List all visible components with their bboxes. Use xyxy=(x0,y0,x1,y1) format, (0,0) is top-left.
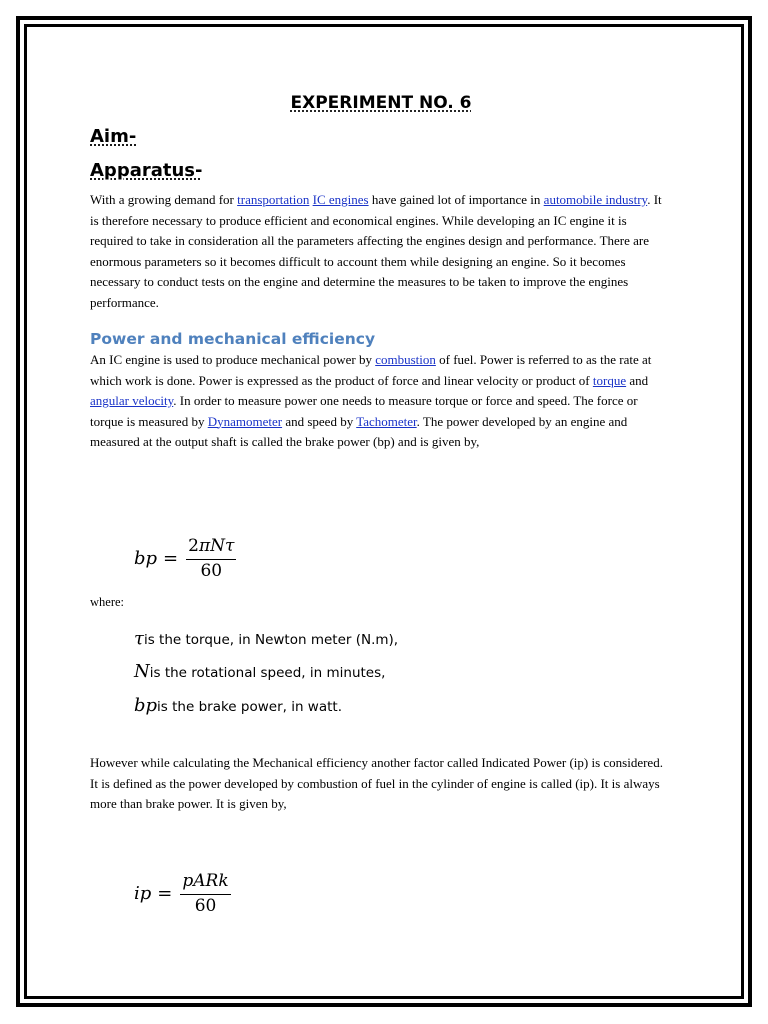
formula-bp-fraction xyxy=(186,535,236,582)
link-dynamometer[interactable]: Dynamometer xyxy=(207,413,283,429)
link-combustion[interactable]: combustion xyxy=(375,352,436,367)
intro-paragraph: With a growing demand for transportation IC engines have gained lot of importance in automobile industry. It is therefore necessary to produce efficient and economical engines. While developing an IC engine it is required to take in consideration all the parameters affecting the engines design and performance. There are enormous parameters so it becomes difficult to account them while designing an engine. So it becomes necessary to conduct tests on the engine and determine the measures to be taken to improve the engines performance. xyxy=(90,192,662,310)
link-torque[interactable]: torque xyxy=(592,372,627,388)
link-tachometer[interactable]: Tachometer xyxy=(356,413,417,429)
formula-ip-lhs: ip xyxy=(134,883,152,904)
link-angular-velocity[interactable]: angular velocity xyxy=(90,393,174,408)
formula-brake-power xyxy=(134,535,236,582)
definition-speed-text: is the rotational speed, in minutes, xyxy=(149,665,386,681)
apparatus-heading: Apparatus- xyxy=(90,160,203,181)
formula-bp-equals: = xyxy=(163,548,179,569)
definition-brake-power xyxy=(134,695,342,716)
document-body xyxy=(90,90,672,453)
symbol-n: N xyxy=(134,661,150,682)
formula-ip-fraction xyxy=(180,870,230,917)
indicated-power-paragraph: However while calculating the Mechanical efficiency another factor called Indicated Power (ip) is considered. It is defined as the power developed by combustion of fuel in the cylinder of engine is called (ip). It is always more than brake power. It is given by, xyxy=(90,755,663,811)
definition-speed xyxy=(134,661,385,682)
symbol-bp: bp xyxy=(134,695,158,716)
definition-brake-power-text: is the brake power, in watt. xyxy=(157,699,342,715)
definition-torque xyxy=(134,628,398,649)
power-paragraph: An IC engine is used to produce mechanical power by combustion of fuel. Power is referred to as the rate at which work is done. Power is expressed as the product of force and linear velocity or product of torque and angular velocity. In order to measure power one needs to measure torque or force and speed. The force or torque is measured by Dynamometer and speed by Tachometer. The power developed by an engine and measured at the output shaft is called the brake power (bp) and is given by, xyxy=(90,352,652,449)
link-transportation[interactable]: transportation xyxy=(237,192,310,207)
formula-indicated-power xyxy=(134,870,231,917)
symbol-tau: τ xyxy=(134,628,144,649)
formula-ip-denominator: 60 xyxy=(194,896,217,916)
experiment-title: EXPERIMENT NO. 6 xyxy=(290,93,472,113)
formula-bp-lhs: bp xyxy=(134,548,158,569)
formula-ip-equals: = xyxy=(157,883,173,904)
link-ic-engines[interactable]: IC engines xyxy=(312,192,369,207)
formula-bp-denominator: 60 xyxy=(200,561,223,581)
section-heading-power: Power and mechanical efficiency xyxy=(90,330,376,348)
formula-bp-numerator: 2πNτ xyxy=(186,535,236,560)
formula-ip-numerator: pARk xyxy=(180,870,230,895)
definition-torque-text: is the torque, in Newton meter (N.m), xyxy=(143,632,399,648)
link-automobile-industry[interactable]: automobile industry xyxy=(543,192,648,207)
where-label: where: xyxy=(90,595,125,609)
aim-heading: Aim- xyxy=(90,126,137,147)
